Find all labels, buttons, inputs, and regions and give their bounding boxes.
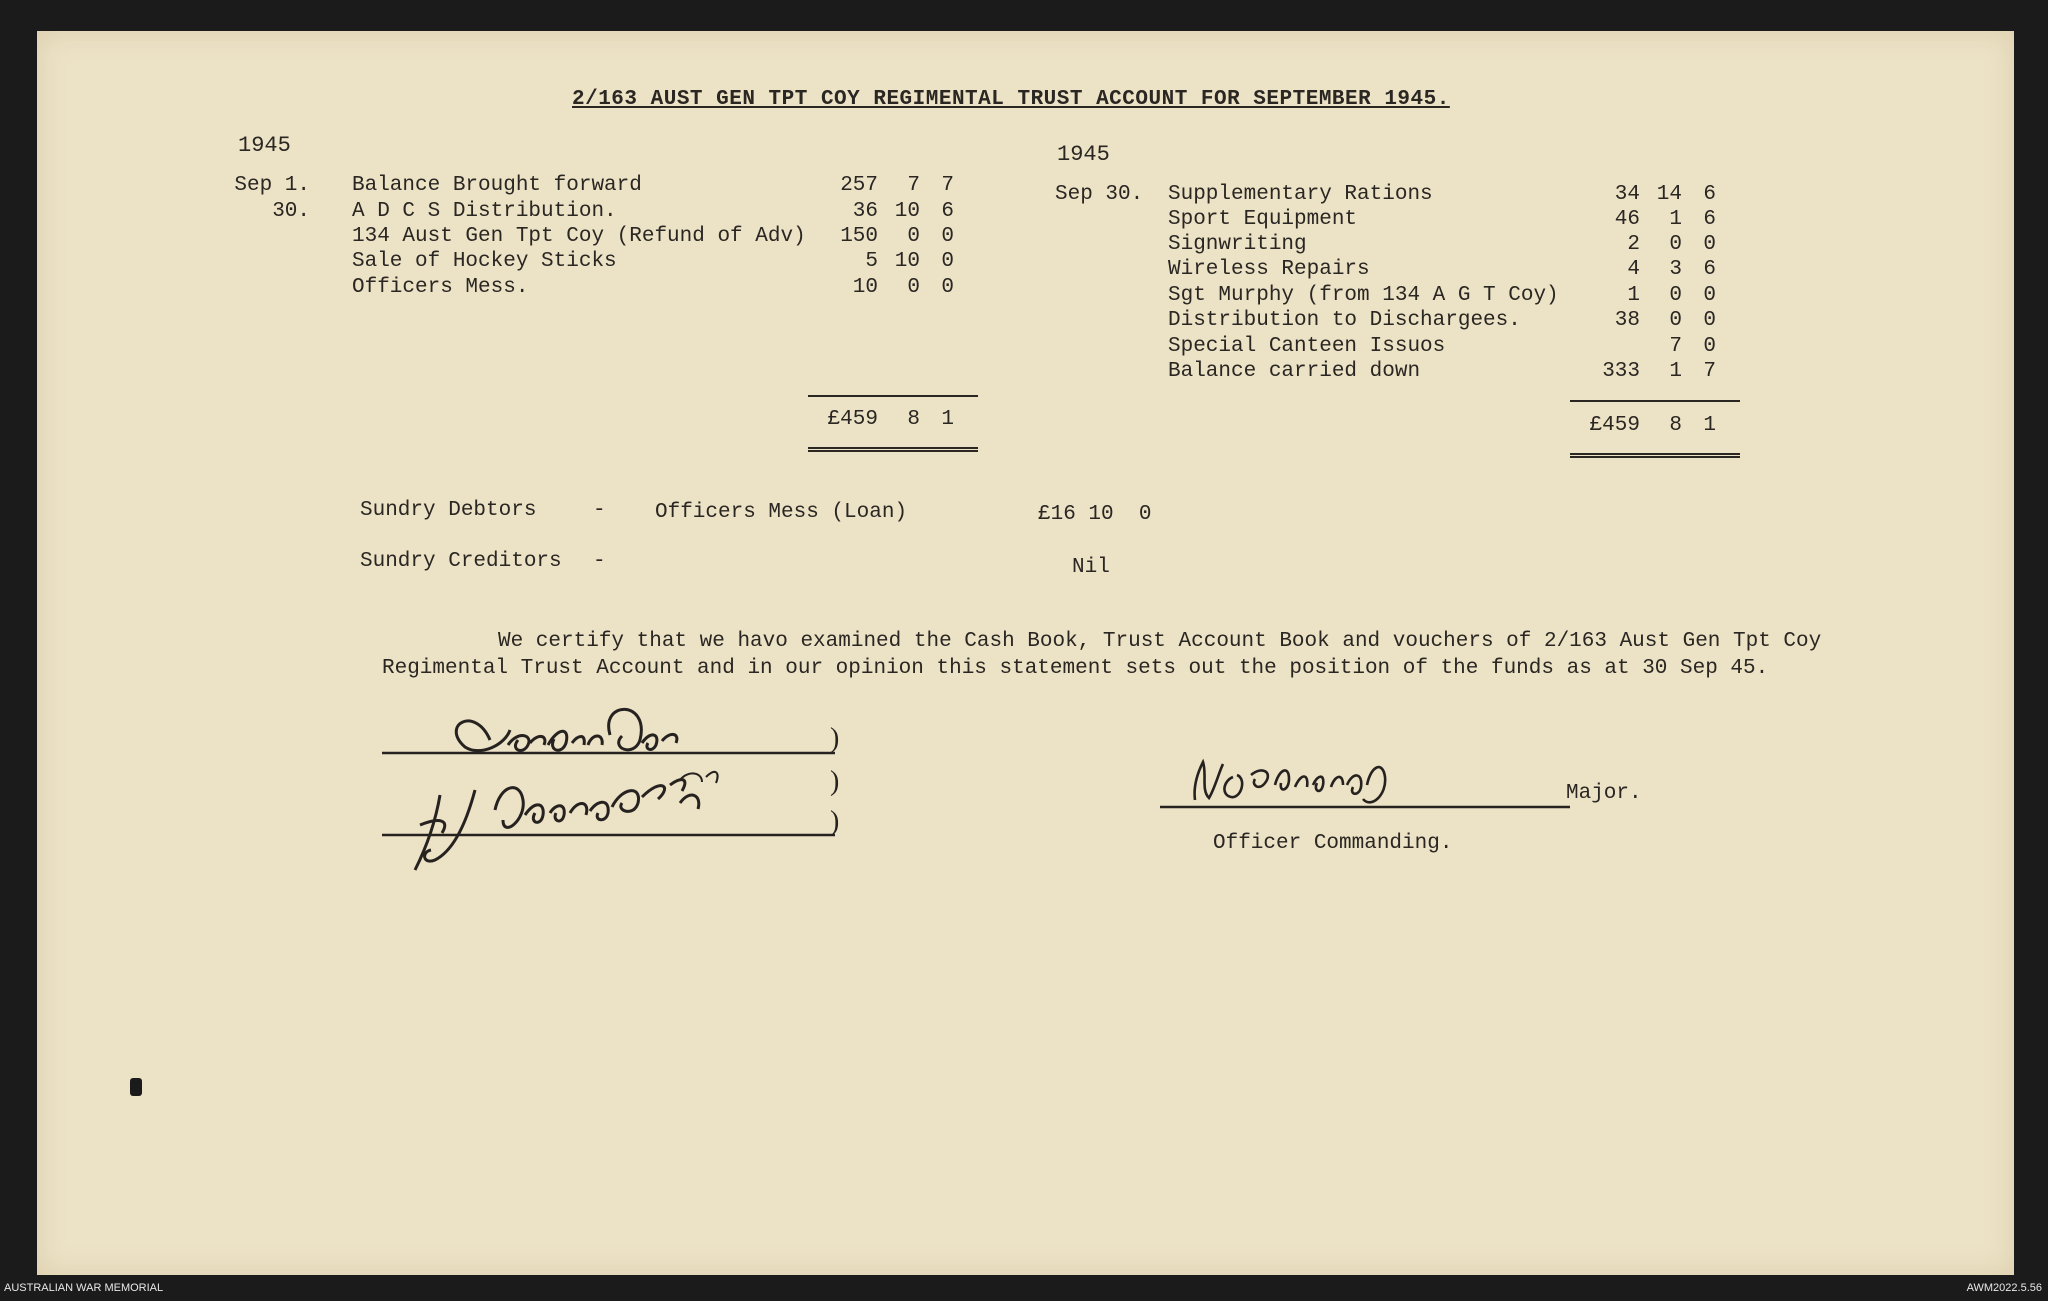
payment-description: Sgt Murphy (from 134 A G T Coy) [1168,284,1559,307]
payment-description: Balance carried down [1168,360,1421,383]
payment-description: Special Canteen Issuos [1168,335,1446,358]
receipt-pence: 0 [941,250,954,273]
svg-text:): ) [830,723,840,754]
receipt-description: Officers Mess. [352,276,529,299]
payment-pounds: 46 [1614,208,1640,231]
payment-description: Sport Equipment [1168,208,1358,231]
receipt-shillings: 10 [894,250,920,273]
certification-line-1: We certify that we havo examined the Cash Book, Trust Account Book and vouchers of 2/163 Aust Gen Tpt Coy [498,630,1822,653]
payments-total-pounds: £459 [1589,414,1640,437]
commanding-officer-signature [1155,755,1575,815]
receipt-pounds: 257 [840,174,878,197]
sundry-creditors-dash: - [593,550,606,573]
payment-pounds: 38 [1614,309,1640,332]
payment-shillings: 1 [1669,360,1682,383]
archive-footer [0,1275,2048,1301]
payment-shillings: 0 [1669,284,1682,307]
payments-total-rule [1570,400,1740,402]
sundry-debtors-amount: £16 10 0 [1038,503,1152,526]
signatory-rank: Major. [1566,782,1642,805]
sundry-debtors-label: Sundry Debtors [360,499,537,522]
payment-pence: 0 [1703,309,1716,332]
payment-pounds: 2 [1627,233,1640,256]
signatory-role: Officer Commanding. [1213,832,1453,855]
payment-description: Signwriting [1168,233,1307,256]
receipt-shillings: 10 [894,200,920,223]
receipt-pence: 0 [941,276,954,299]
receipt-pence: 6 [941,200,954,223]
certification-line-2: Regimental Trust Account and in our opinion this statement sets out the position of the funds as at 30 Sep 45. [382,657,1769,680]
receipts-double-rule [808,447,978,452]
receipts-total-pounds: £459 [827,408,878,431]
receipt-date: Sep 1. [234,174,310,197]
payment-description: Distribution to Dischargees. [1168,309,1521,332]
document-title: 2/163 AUST GEN TPT COY REGIMENTAL TRUST ACCOUNT FOR SEPTEMBER 1945. [572,88,1450,111]
receipt-shillings: 0 [907,225,920,248]
payment-pence: 6 [1703,208,1716,231]
receipt-description: Sale of Hockey Sticks [352,250,617,273]
receipt-description: Balance Brought forward [352,174,642,197]
receipts-year: 1945 [238,133,291,158]
payments-date: Sep 30. [1055,183,1144,206]
payments-total-shillings: 8 [1669,414,1682,437]
receipt-pounds: 5 [865,250,878,273]
payment-pence: 0 [1703,335,1716,358]
sundry-debtors-desc: Officers Mess (Loan) [655,501,908,524]
receipts-total-rule [808,395,978,397]
svg-text:): ) [830,806,840,837]
receipt-description: 134 Aust Gen Tpt Coy (Refund of Adv) [352,225,806,248]
payments-year: 1945 [1057,142,1110,167]
receipt-pounds: 36 [852,200,878,223]
payment-pounds: 34 [1614,183,1640,206]
receipt-pence: 7 [941,174,954,197]
receipt-date: 30. [272,200,310,223]
payment-pence: 6 [1703,258,1716,281]
archive-reference: AWM2022.5.56 [1966,1282,2042,1294]
auditor-signatures [380,685,850,895]
receipts-total-shillings: 8 [907,408,920,431]
receipt-shillings: 0 [907,276,920,299]
payment-pence: 6 [1703,183,1716,206]
svg-text:): ) [830,766,840,797]
receipt-pounds: 10 [852,276,878,299]
payment-description: Wireless Repairs [1168,258,1370,281]
payment-pounds: 4 [1627,258,1640,281]
receipt-description: A D C S Distribution. [352,200,617,223]
payment-shillings: 1 [1669,208,1682,231]
payment-shillings: 3 [1669,258,1682,281]
payment-pence: 0 [1703,284,1716,307]
receipts-total-pence: 1 [941,408,954,431]
payment-description: Supplementary Rations [1168,183,1433,206]
payments-double-rule [1570,453,1740,458]
receipt-pounds: 150 [840,225,878,248]
payment-shillings: 0 [1669,233,1682,256]
payment-pence: 7 [1703,360,1716,383]
payment-pounds: 333 [1602,360,1640,383]
payment-shillings: 14 [1656,183,1682,206]
archive-name: AUSTRALIAN WAR MEMORIAL [4,1282,164,1294]
sundry-creditors-amount: Nil [1072,556,1110,579]
sundry-debtors-dash: - [593,499,606,522]
receipt-shillings: 7 [907,174,920,197]
sundry-creditors-label: Sundry Creditors [360,550,562,573]
punch-hole [130,1078,142,1096]
payment-shillings: 7 [1669,335,1682,358]
receipt-pence: 0 [941,225,954,248]
payment-pence: 0 [1703,233,1716,256]
payment-pounds: 1 [1627,284,1640,307]
payment-shillings: 0 [1669,309,1682,332]
payments-total-pence: 1 [1703,414,1716,437]
